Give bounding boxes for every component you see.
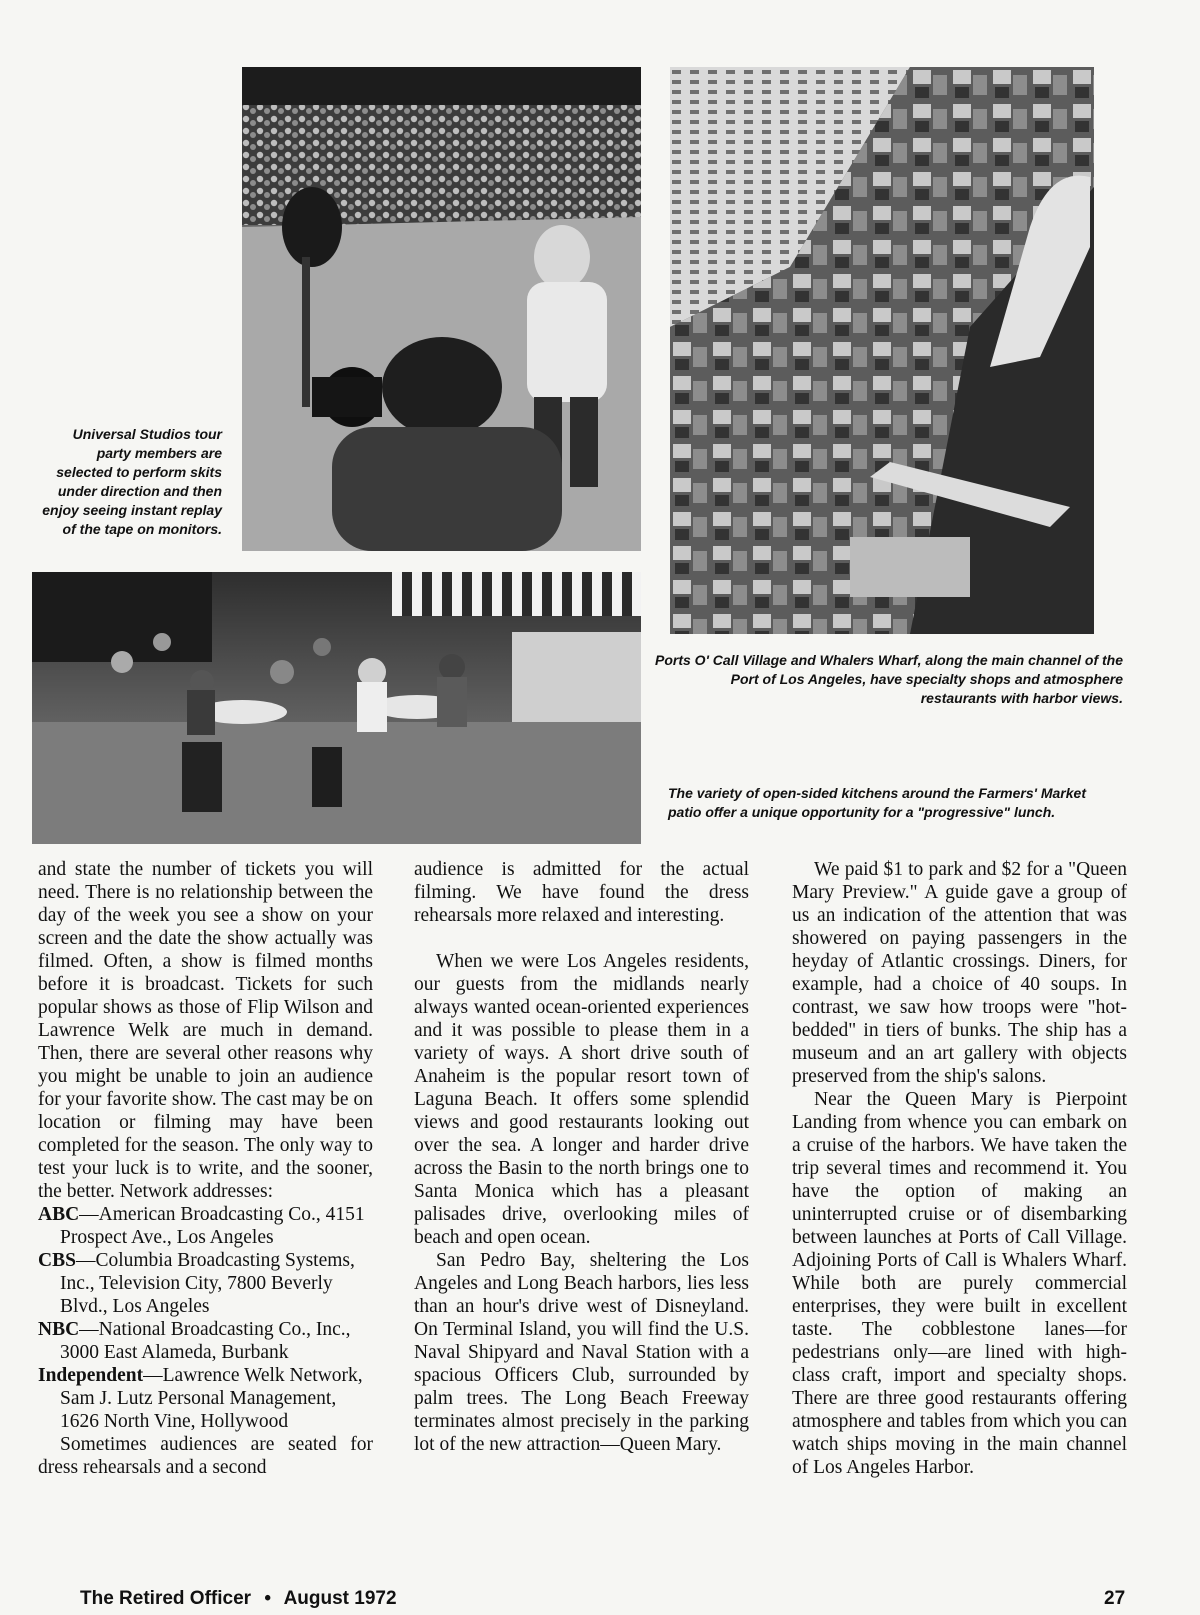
paragraph: audience is admitted for the actual filming. We have found the dress rehearsals more relaxed and interesting. bbox=[414, 859, 749, 926]
network-details: —Columbia Broadcasting Systems, Inc., Television City, 7800 Beverly Blvd., Los Angeles bbox=[60, 1250, 355, 1317]
network-name: Independent bbox=[38, 1365, 144, 1386]
article-column-3 bbox=[792, 858, 1127, 1479]
studio-photo-art bbox=[242, 67, 641, 551]
harbor-photo-art bbox=[670, 67, 1094, 634]
caption-ports-o-call: Ports O' Call Village and Whalers Wharf, along the main channel of the Port of Los Angeles, have specialty shops and atmosphere restaurants with harbor views. bbox=[655, 652, 1123, 706]
photo-farmers-market bbox=[32, 572, 641, 844]
network-details: —Lawrence Welk Network, Sam J. Lutz Personal Management, 1626 North Vine, Hollywood bbox=[60, 1365, 363, 1432]
paragraph: Near the Queen Mary is Pierpoint Landing from whence you can embark on a cruise of the harbors. We have taken the trip several times and recommend it. You have the option of making an uninterrupted cruise or of disembarking between launches at Ports of Call Village. Adjoining Ports of Call is Whalers Wharf. While both are purely commercial enterprises, they were built in excellent taste. The cobblestone lanes—for pedestrians only—are lined with high-class craft, import and specialty shops. There are three good restaurants offering atmosphere and tables from which you can watch ships moving in the main channel of Los Angeles Harbor. bbox=[792, 1089, 1127, 1478]
footer-publication bbox=[80, 1588, 397, 1610]
issue-date: August 1972 bbox=[283, 1588, 397, 1609]
paragraph: When we were Los Angeles residents, our guests from the midlands nearly always wanted ocean-oriented experiences and it was possible to please them in a variety of ways. A short drive south of Anaheim is the popular resort town of Laguna Beach. It offers some splendid views and good restaurants looking out over the sea. A longer and harder drive across the Basin to the north brings one to Santa Monica which has a pleasant palisades drive, overlooking miles of beach and open ocean. bbox=[414, 951, 749, 1248]
network-details: —American Broadcasting Co., 4151 Prospect Ave., Los Angeles bbox=[60, 1204, 365, 1248]
paragraph: Sometimes audiences are seated for dress rehearsals and a second bbox=[38, 1434, 373, 1478]
page-number: 27 bbox=[1104, 1588, 1126, 1609]
address-nbc bbox=[38, 1318, 373, 1364]
footer-bullet: • bbox=[264, 1588, 271, 1609]
article-column-1 bbox=[38, 858, 373, 1479]
caption-farmers-market: The variety of open-sided kitchens around the Farmers' Market patio offer a unique opportunity for a "progressive" lunch. bbox=[668, 785, 1086, 820]
caption-universal-studios: Universal Studios tour party members are selected to perform skits under direction and then enjoy seeing instant replay of the tape on monitors. bbox=[42, 426, 222, 537]
address-abc bbox=[38, 1203, 373, 1249]
market-photo-art bbox=[32, 572, 641, 844]
paragraph: and state the number of tickets you will need. There is no relationship between the day of the week you see a show on your screen and the date the show actually was filmed. Often, a show is filmed months before it is broadcast. Tickets for such popular shows as those of Flip Wilson and Lawrence Welk are much in demand. Then, there are several other reasons why you might be unable to join an audience for your favorite show. The cast may be on location or filming may have been completed for the season. The only way to test your luck is to write, and the sooner, the better. Network addresses: bbox=[38, 859, 373, 1202]
paragraph: We paid $1 to park and $2 for a "Queen Mary Preview." A guide gave a group of us an indication of the attention that was showered on paying passengers in the heyday of Atlantic crossings. Diners, for example, had a choice of 40 soups. In contrast, we saw how troops were "hot-bedded" in tiers of bunks. The ship has a museum and an art gallery with objects preserved from the ship's salons. bbox=[792, 859, 1127, 1087]
photo-universal-studios bbox=[242, 67, 641, 551]
network-details: —National Broadcasting Co., Inc., 3000 East Alameda, Burbank bbox=[60, 1319, 351, 1363]
photo-ports-o-call-aerial bbox=[670, 67, 1094, 634]
network-name: NBC bbox=[38, 1319, 80, 1340]
address-cbs bbox=[38, 1249, 373, 1318]
network-name: ABC bbox=[38, 1204, 80, 1225]
magazine-title: The Retired Officer bbox=[80, 1588, 252, 1609]
address-independent bbox=[38, 1364, 373, 1433]
network-name: CBS bbox=[38, 1250, 76, 1271]
article-column-2 bbox=[414, 858, 749, 1456]
paragraph: San Pedro Bay, sheltering the Los Angeles and Long Beach harbors, lies less than an hour's drive west of Disneyland. On Terminal Island, you will find the U.S. Naval Shipyard and Naval Station with a spacious Officers Club, surrounded by palm trees. The Long Beach Freeway terminates almost precisely in the parking lot of the new attraction—Queen Mary. bbox=[414, 1250, 749, 1455]
